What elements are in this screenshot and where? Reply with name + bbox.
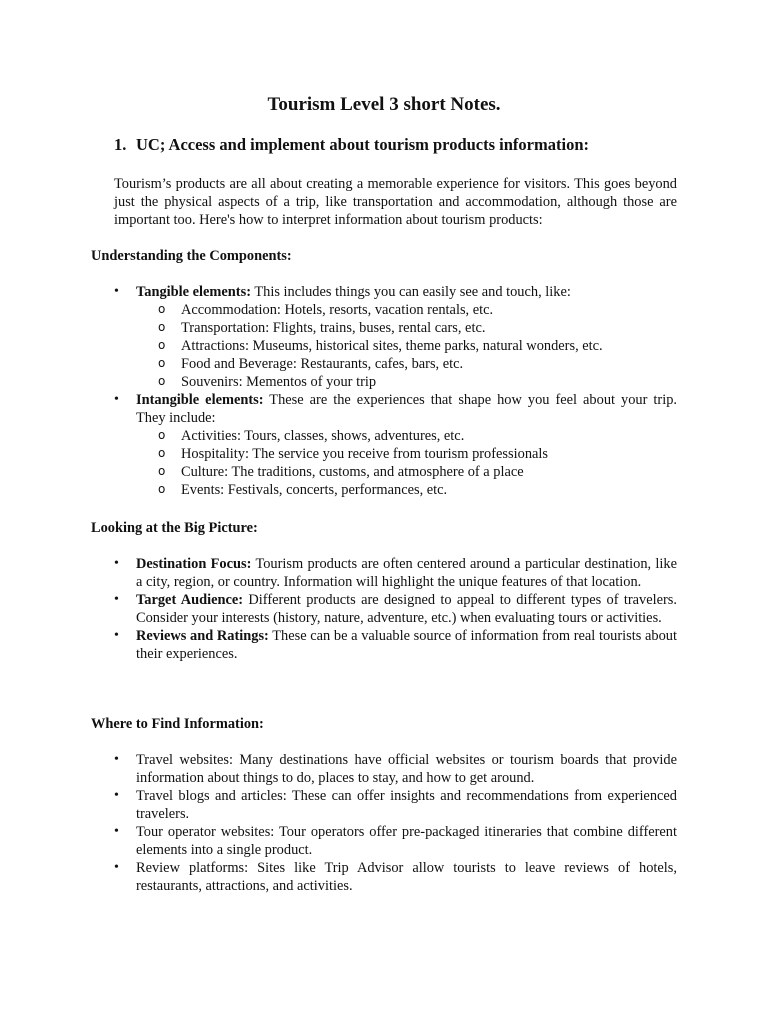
sub-list-item: o Accommodation: Hotels, resorts, vacation rentals, etc.: [136, 301, 677, 319]
sub-list-item: o Hospitality: The service you receive from tourism professionals: [136, 445, 677, 463]
item-text: These can be a valuable source of information from real tourists about their experiences.: [136, 628, 677, 662]
sub-list-item: o Events: Festivals, concerts, performances, etc.: [136, 481, 677, 499]
sub-list-item: o Souvenirs: Mementos of your trip: [136, 373, 677, 391]
intangible-sublist: [136, 427, 677, 499]
find-info-heading: Where to Find Information:: [91, 716, 264, 732]
intro-paragraph: Tourism’s products are all about creating a memorable experience for visitors. This goes beyond just the physical aspects of a trip, like transportation and accommodation, although those are important too. Here's how to interpret information about tourism products:: [114, 176, 677, 228]
list-item: • Travel blogs and articles: These can offer insights and recommendations from experienced travelers.: [136, 787, 677, 823]
section-heading-text: UC; Access and implement about tourism products information:: [136, 135, 589, 154]
sub-list-item: o Food and Beverage: Restaurants, cafes, bars, etc.: [136, 355, 677, 373]
section-heading: [114, 135, 589, 155]
list-item: [136, 555, 677, 591]
document-title: Tourism Level 3 short Notes.: [267, 94, 501, 115]
list-item-intangible: [136, 391, 677, 499]
big-picture-heading: Looking at the Big Picture:: [91, 520, 258, 536]
item-text: Different products are designed to appeal to different types of travelers. Consider your interests (history, nature, adventure, etc.) when evaluating tours or activities.: [136, 592, 677, 626]
big-picture-list: [136, 555, 677, 663]
sub-list-item: o Transportation: Flights, trains, buses, rental cars, etc.: [136, 319, 677, 337]
list-item-tangible: [136, 283, 677, 391]
intangible-text: These are the experiences that shape how you feel about your trip. They include:: [136, 392, 677, 426]
tangible-text: This includes things you can easily see and touch, like:: [251, 284, 571, 300]
tangible-sublist: [136, 301, 677, 391]
item-label: Target Audience:: [136, 592, 244, 608]
item-label: Destination Focus:: [136, 556, 252, 572]
list-item: [136, 591, 677, 627]
components-list: [136, 283, 677, 499]
sub-list-item: o Activities: Tours, classes, shows, adventures, etc.: [136, 427, 677, 445]
item-text: Tourism products are often centered around a particular destination, like a city, region, or country. Information will highlight the unique features of that location.: [136, 556, 677, 590]
intangible-label: Intangible elements:: [136, 392, 264, 408]
section-number: 1.: [114, 135, 127, 154]
list-item: • Tour operator websites: Tour operators offer pre-packaged itineraries that combine different elements into a single product.: [136, 823, 677, 859]
list-item: [136, 627, 677, 663]
sub-list-item: o Culture: The traditions, customs, and atmosphere of a place: [136, 463, 677, 481]
item-label: Reviews and Ratings:: [136, 628, 269, 644]
components-heading: Understanding the Components:: [91, 248, 292, 264]
tangible-label: Tangible elements:: [136, 284, 251, 300]
find-info-list: [136, 751, 677, 895]
list-item: • Travel websites: Many destinations have official websites or tourism boards that provide information about things to do, places to stay, and how to get around.: [136, 751, 677, 787]
sub-list-item: o Attractions: Museums, historical sites, theme parks, natural wonders, etc.: [136, 337, 677, 355]
list-item: • Review platforms: Sites like Trip Advisor allow tourists to leave reviews of hotels, restaurants, attractions, and activities.: [136, 859, 677, 895]
